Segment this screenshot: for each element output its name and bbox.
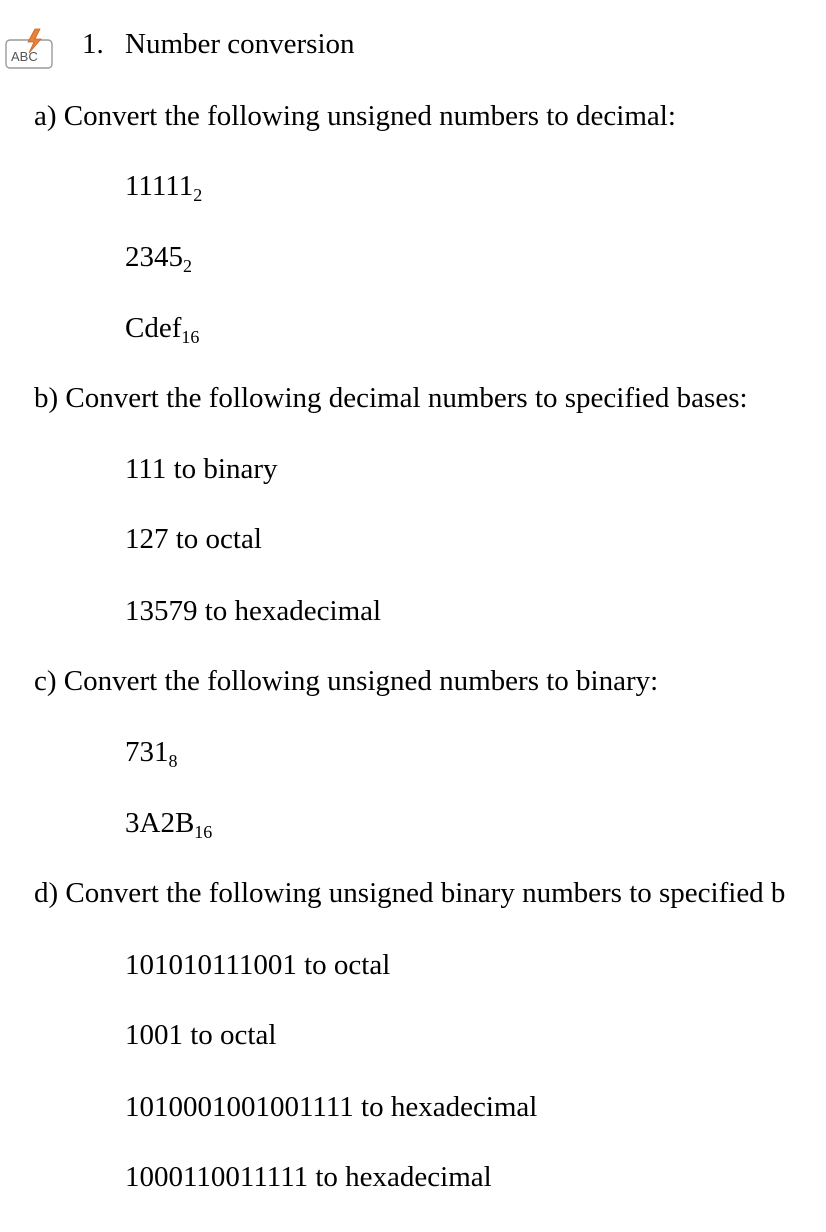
question-title — [82, 26, 355, 62]
list-item: 127 to octal — [125, 523, 262, 555]
badge-label: ABC — [11, 49, 38, 64]
section-d-heading: d) Convert the following unsigned binary numbers to specified b — [34, 877, 786, 909]
base-subscript: 16 — [194, 822, 213, 842]
list-item: $2345_2$ — [125, 241, 192, 276]
question-number: 1. — [82, 28, 104, 60]
list-item: Cdef$_{16}$ — [125, 312, 200, 347]
list-item: 1001 to octal — [125, 1019, 277, 1051]
base-subscript: 16 — [181, 327, 200, 347]
section-c-heading: c) Convert the following unsigned numbers to binary: — [34, 665, 659, 697]
list-item: 111 to binary — [125, 453, 278, 485]
list-item: $731_8$ — [125, 736, 178, 771]
list-item: 13579 to hexadecimal — [125, 595, 382, 627]
base-subscript: 8 — [168, 751, 178, 771]
list-item: 1000110011111 to hexadecimal — [125, 1161, 492, 1193]
lightning-bolt-icon — [5, 28, 53, 70]
section-a-heading: a) Convert the following unsigned numbers to decimal: — [34, 100, 676, 132]
list-item: $11111_2$ — [125, 170, 203, 205]
base-subscript: 2 — [193, 185, 203, 205]
section-b-heading: b) Convert the following decimal numbers to specified bases: — [34, 382, 748, 414]
question-title-text: Number conversion — [125, 28, 355, 60]
abc-spellcheck-badge[interactable] — [5, 28, 53, 70]
list-item: 1010001001001111 to hexadecimal — [125, 1091, 538, 1123]
base-subscript: 2 — [183, 256, 192, 276]
list-item: $3A2B_{16}$ — [125, 807, 213, 842]
list-item: 101010111001 to octal — [125, 949, 391, 981]
